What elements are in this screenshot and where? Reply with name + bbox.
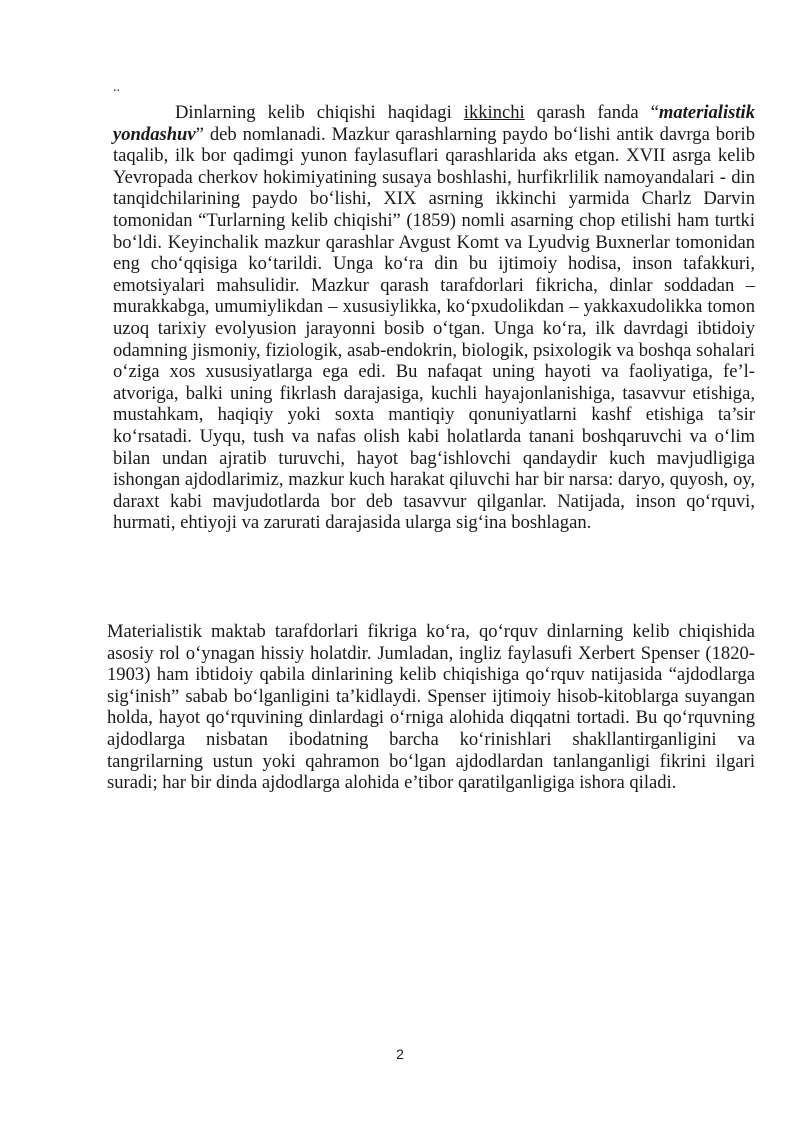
- paragraph1-rest: ” deb nomlanadi. Mazkur qarashlarning paydo bo‘lishi antik davrga borib taqalib, ilk bor qadimgi yunon faylasuflari qarashlarida aks etgan. XVII asrga kelib Yevropada cherkov hokimiyatining susaya boshlashi, hurfikrlilik namoyandalari - din tanqidchilarining paydo bo‘lishi, XIX asrning ikkinchi yarmida Charlz Darvin tomonidan “Turlarning kelib chiqishi” (1859) nomli asarning chop etilishi ham turtki bo‘ldi. Keyinchalik mazkur qarashlar Avgust Komt va Lyudvig Buxnerlar tomonidan eng cho‘qqisiga ko‘tarildi. Unga ko‘ra din bu ijtimoiy hodisa, inson tafakkuri, emotsiyalari mahsulidir. Mazkur qarash tarafdorlari fikricha, dinlar soddadan – murakkabga, umumiylikdan – xususiylikka, ko‘pxudolikdan – yakkaxudolikka tomon uzoq tarixiy evolyusion jarayonni bosib o‘tgan. Unga ko‘ra, ilk davrdagi ibtidoiy odamning jismoniy, fiziologik, asab-endokrin, biologik, psixologik va boshqa sohalari o‘ziga xos xususiyatlarga ega edi. Bu nafaqat uning hayoti va faoliyatiga, fe’l-atvoriga, balki uning fikrlash darajasiga, kuchli hayajonlanishiga, tasavvur etishiga, mustahkam, haqiqiy yoki soxta mantiqiy qonuniyatlarni kashf etishiga ta’sir ko‘rsatadi. Uyqu, tush va nafas olish kabi holatlarda tanani boshqaruvchi va o‘lim bilan undan ajratib turuvchi, hayot bag‘ishlovchi qandaydir kuch mavjudligiga ishongan ajdodlarimiz, mazkur kuch harakat qiluvchi har bir narsa: daryo, quyosh, oy, daraxt kabi mavjudotlarda bor deb tasavvur qilganlar. Natijada, inson qo‘rquvi, hurmati, ehtiyoji va zarurati darajasida ularga sig‘ina boshlagan.: [113, 123, 755, 534]
- underlined-word: ikkinchi: [463, 102, 525, 123]
- emphasized-term: materialistik yondashuv: [113, 102, 755, 145]
- top-mark: ..: [113, 80, 120, 95]
- paragraph1-mid: qarash fanda “: [524, 102, 659, 123]
- paragraph-materialist-school: Materialistik maktab tarafdorlari fikriga ko‘ra, qo‘rquv dinlarning kelib chiqishida asosiy rol o‘ynagan hissiy holatdir. Jumladan, ingliz faylasufi Xerbert Spenser (1820-1903) ham ibtidoiy qabila dinlarining kelib chiqishiga qo‘rquv natijasida “ajdodlarga sig‘inish” sabab bo‘lganligini ta’kidlaydi. Spenser ijtimoiy hisob-kitoblarga suyangan holda, hayot qo‘rquvining dinlardagi o‘rniga alohida diqqatni tortadi. Bu qo‘rquvning ajdodlarga nisbatan ibodatning barcha ko‘rinishlari shakllantirganligini va tangrilarning ustun yoki qahramon bo‘lgan ajdodlardan tanlanganligi fikrini ilgari suradi; har bir dinda ajdodlarga alohida e’tibor qaratilganligiga ishora qiladi.: [107, 621, 755, 794]
- paragraph1-start: Dinlarning kelib chiqishi haqidagi: [175, 102, 464, 123]
- page-number: 2: [396, 1046, 404, 1062]
- paragraph-materialistic-approach: [113, 102, 755, 534]
